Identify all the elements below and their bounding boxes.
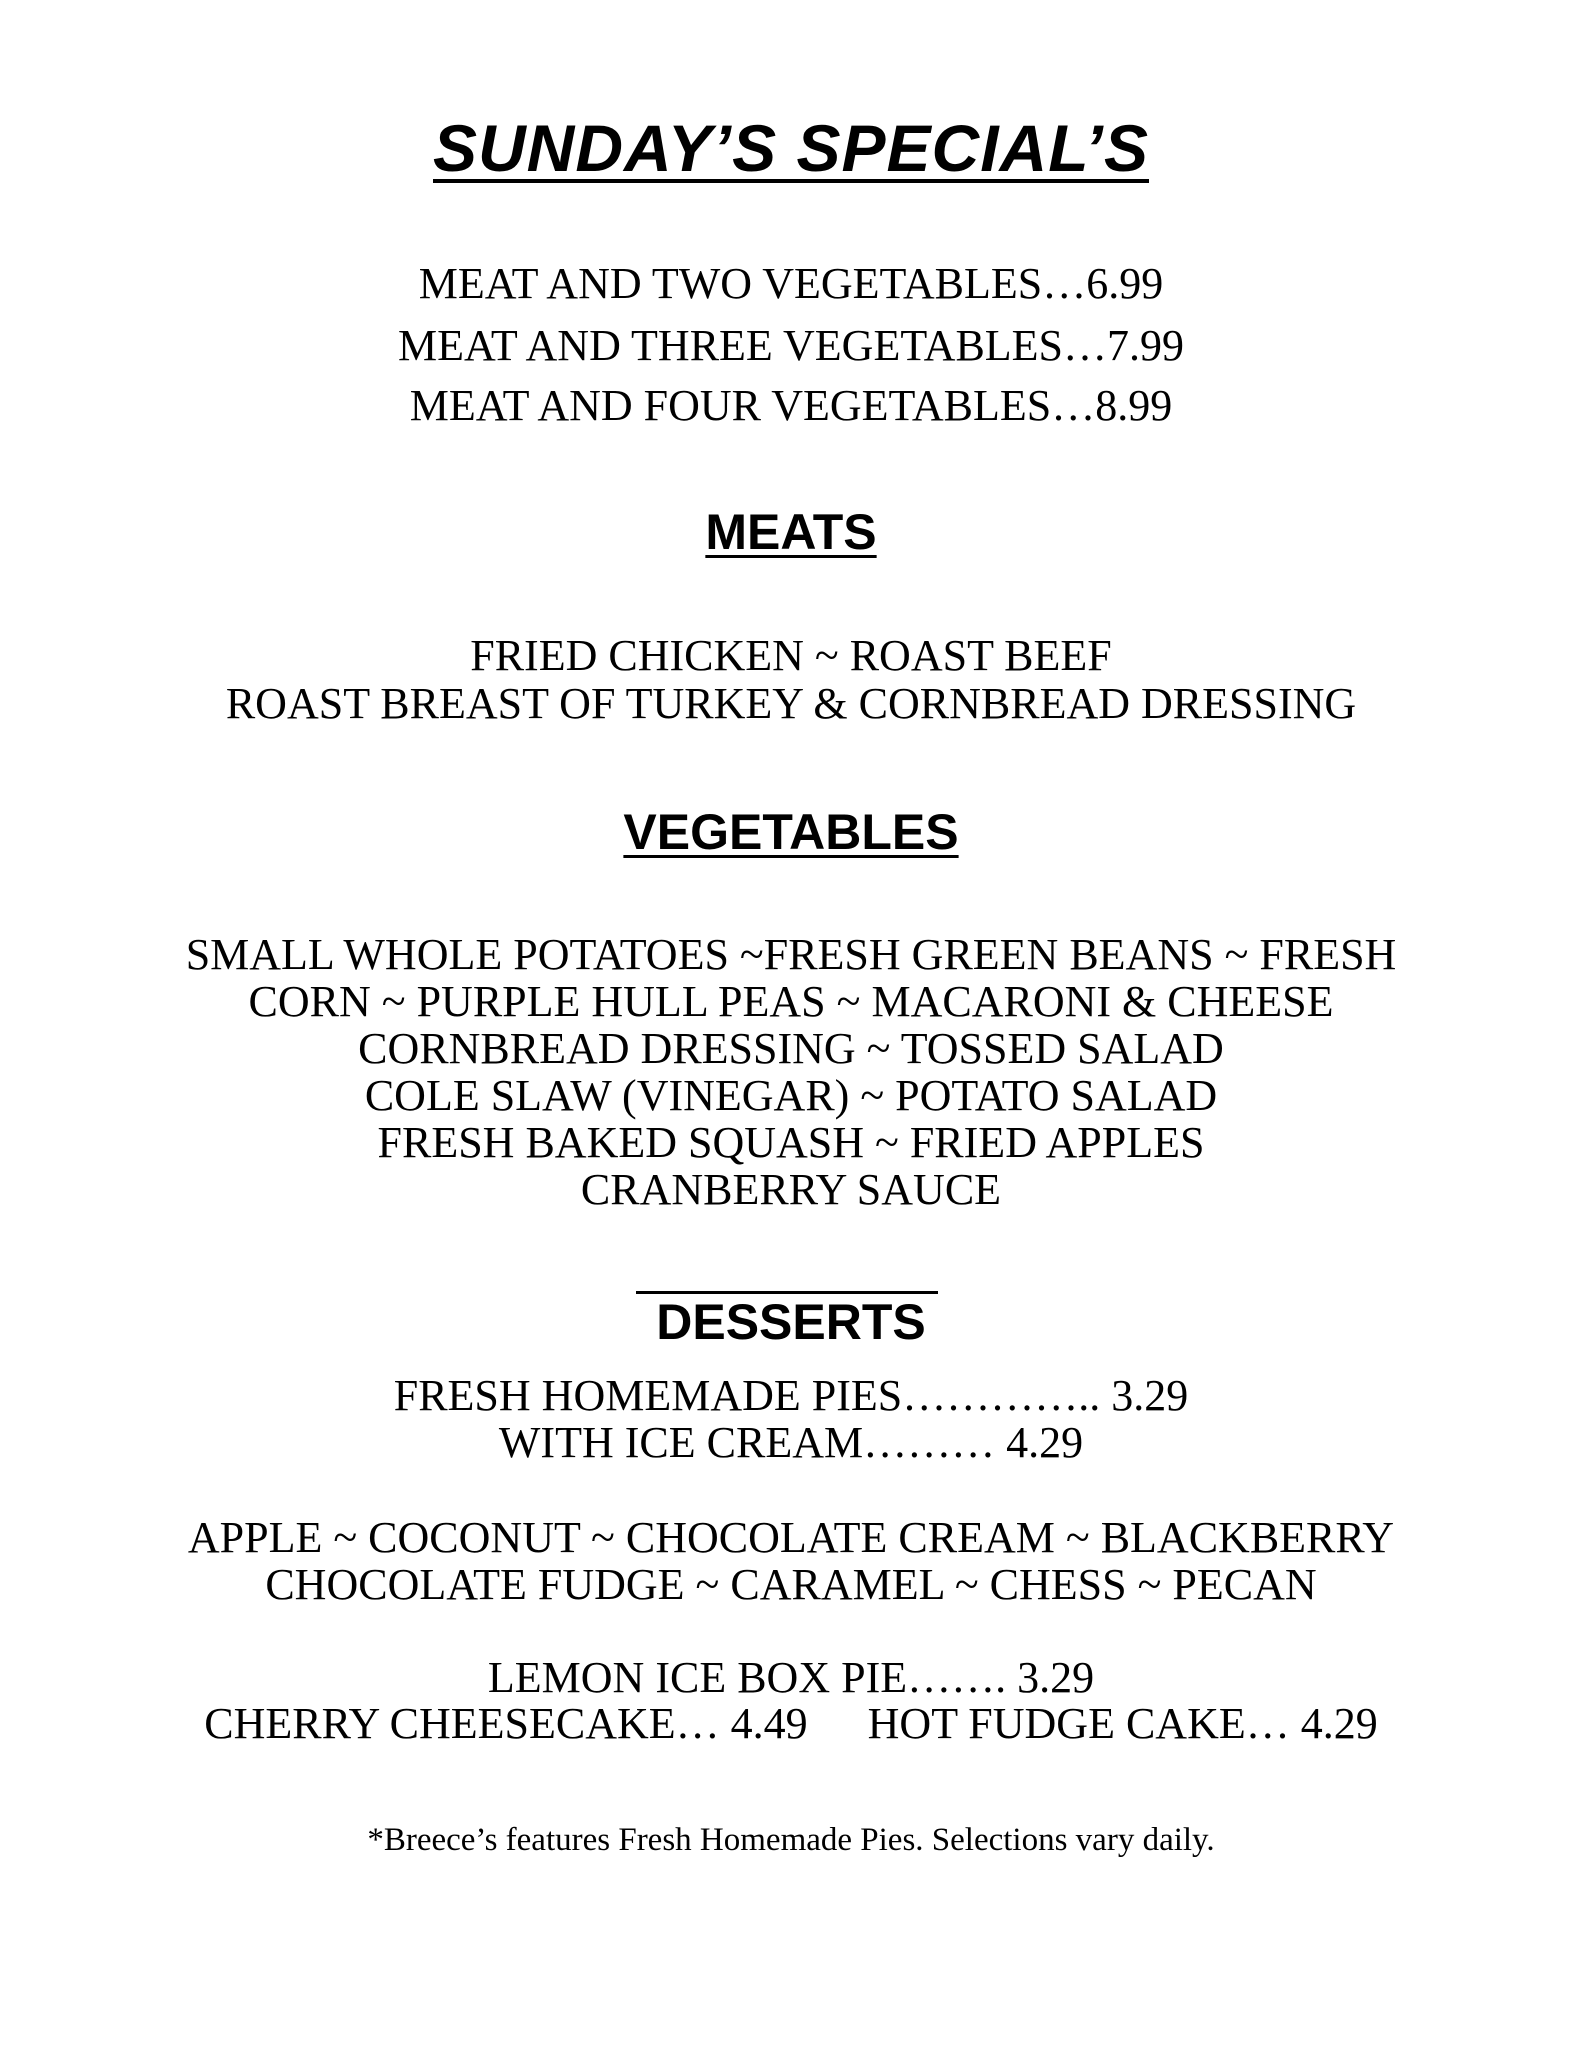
- desserts-lemon-pie: LEMON ICE BOX PIE……. 3.29: [487, 1653, 1095, 1702]
- desserts-cake-row: [0, 1700, 1582, 1748]
- special-item: MEAT AND TWO VEGETABLES…6.99: [418, 259, 1164, 308]
- special-item: MEAT AND THREE VEGETABLES…7.99: [397, 321, 1185, 370]
- vegetables-line: COLE SLAW (VINEGAR) ~ POTATO SALAD: [364, 1071, 1218, 1120]
- desserts-heading-text: DESSERTS: [656, 1294, 926, 1350]
- desserts-fudge-cake: HOT FUDGE CAKE… 4.29: [867, 1699, 1378, 1748]
- desserts-pie-line: FRESH HOMEMADE PIES………….. 3.29: [393, 1371, 1189, 1420]
- vegetables-line: CORNBREAD DRESSING ~ TOSSED SALAD: [358, 1024, 1224, 1073]
- page-title: [0, 108, 1582, 188]
- vegetables-line: CRANBERRY SAUCE: [580, 1165, 1002, 1214]
- desserts-pie-line: WITH ICE CREAM……… 4.29: [498, 1418, 1084, 1467]
- vegetables-line: SMALL WHOLE POTATOES ~FRESH GREEN BEANS ~ FRESH: [185, 930, 1397, 979]
- vegetables-heading: [0, 802, 1582, 862]
- meats-heading-text: MEATS: [705, 504, 877, 560]
- footnote: *Breece’s features Fresh Homemade Pies. Selections vary daily.: [367, 1822, 1215, 1858]
- meats-line: ROAST BREAST OF TURKEY & CORNBREAD DRESSING: [225, 679, 1357, 728]
- meats-heading: [0, 502, 1582, 562]
- special-item: MEAT AND FOUR VEGETABLES…8.99: [409, 381, 1173, 430]
- page-title-text: SUNDAY’S SPECIAL’S: [433, 111, 1149, 185]
- vegetables-line: FRESH BAKED SQUASH ~ FRIED APPLES: [377, 1118, 1205, 1167]
- meats-line: FRIED CHICKEN ~ ROAST BEEF: [470, 631, 1112, 680]
- desserts-flavor-line: CHOCOLATE FUDGE ~ CARAMEL ~ CHESS ~ PECAN: [265, 1560, 1317, 1609]
- desserts-flavor-line: APPLE ~ COCONUT ~ CHOCOLATE CREAM ~ BLACKBERRY: [187, 1513, 1395, 1562]
- vegetables-line: CORN ~ PURPLE HULL PEAS ~ MACARONI & CHEESE: [248, 977, 1334, 1026]
- vegetables-heading-text: VEGETABLES: [623, 804, 959, 860]
- desserts-heading: [0, 1292, 1582, 1352]
- desserts-cheesecake: CHERRY CHEESECAKE… 4.49: [204, 1699, 808, 1748]
